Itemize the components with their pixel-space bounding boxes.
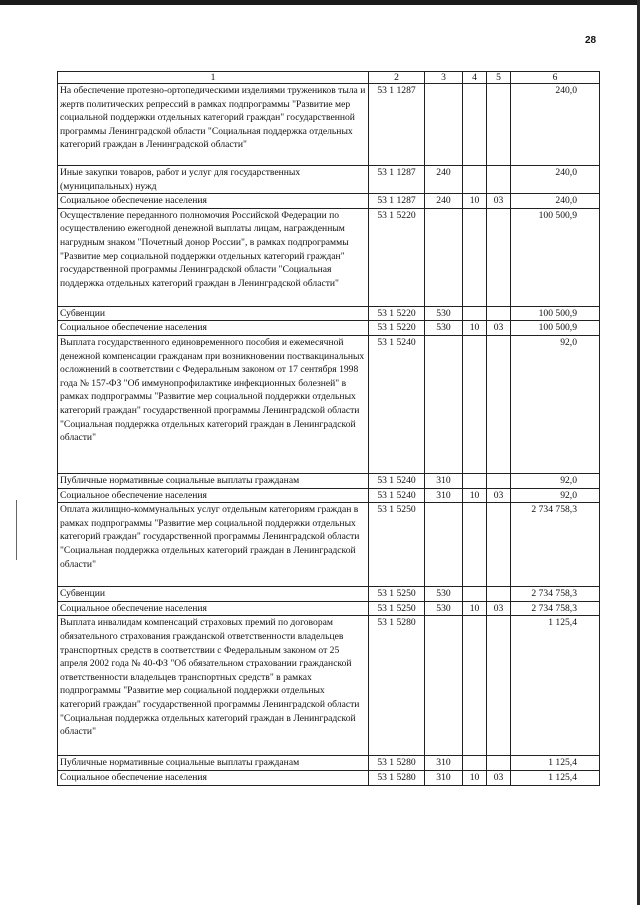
target-article-cell: 53 1 5280 [369,756,425,771]
section-cell: 10 [463,488,487,503]
table-row [58,587,600,602]
subsection-cell [487,84,511,166]
table-row [58,616,600,756]
expense-type-cell: 240 [425,194,463,209]
expense-type-cell: 530 [425,321,463,336]
section-cell [463,84,487,166]
expense-type-cell: 310 [425,756,463,771]
expense-type-cell: 310 [425,473,463,488]
target-article-cell: 53 1 5220 [369,321,425,336]
row-name-cell: Выплата государственного единовременного пособия и ежемесячной денежной компенсации гражданам при возникновении поствакцинальных осложнений в соответствии с Федеральным законом от 17 сентября 1998 года № 157-ФЗ "Об иммунопрофилактике инфекционных болезней" в рамках подпрограммы "Развитие мер социальной поддержки отдельных категорий граждан" государственной программы Ленинградской области "Социальная поддержка отдельных категорий граждан в Ленинградской области" [58,335,369,473]
subsection-cell: 03 [487,321,511,336]
subsection-cell: 03 [487,194,511,209]
section-cell [463,473,487,488]
table-row [58,601,600,616]
table-row [58,208,600,306]
section-cell: 10 [463,601,487,616]
target-article-cell: 53 1 1287 [369,194,425,209]
expense-type-cell: 530 [425,306,463,321]
target-article-cell: 53 1 5250 [369,503,425,587]
target-article-cell: 53 1 5250 [369,587,425,602]
section-cell [463,208,487,306]
subsection-cell [487,473,511,488]
row-name-cell: Оплата жилищно-коммунальных услуг отдельным категориям граждан в рамках подпрограммы "Развитие мер социальной поддержки отдельных категорий граждан" государственной программы Ленинградской области "Социальная поддержка отдельных категорий граждан в Ленинградской области" [58,503,369,587]
amount-cell: 2 734 758,3 [511,503,600,587]
table-row [58,321,600,336]
subsection-cell [487,587,511,602]
scan-edge-top [0,0,640,5]
expense-type-cell [425,335,463,473]
row-name-cell: Субвенции [58,306,369,321]
target-article-cell: 53 1 5240 [369,473,425,488]
row-name-cell: Социальное обеспечение населения [58,601,369,616]
header-cell: 2 [369,72,425,84]
amount-cell: 100 500,9 [511,306,600,321]
section-cell: 10 [463,770,487,785]
expense-type-cell: 240 [425,166,463,194]
page-number: 28 [585,35,597,46]
amount-cell: 240,0 [511,194,600,209]
expense-type-cell [425,503,463,587]
section-cell [463,616,487,756]
subsection-cell [487,306,511,321]
subsection-cell: 03 [487,770,511,785]
row-name-cell: Публичные нормативные социальные выплаты гражданам [58,473,369,488]
subsection-cell [487,503,511,587]
target-article-cell: 53 1 5220 [369,208,425,306]
section-cell [463,587,487,602]
target-article-cell: 53 1 1287 [369,166,425,194]
table-row [58,756,600,771]
target-article-cell: 53 1 5280 [369,770,425,785]
row-name-cell: На обеспечение протезно-ортопедическими изделиями тружеников тыла и жертв политических репрессий в рамках подпрограммы "Развитие мер социальной поддержки отдельных категорий граждан" государственной программы Ленинградской области "Социальная поддержка отдельных категорий граждан в Ленинградской области" [58,84,369,166]
subsection-cell [487,756,511,771]
amount-cell: 92,0 [511,488,600,503]
scan-artifact [16,500,17,560]
section-cell [463,756,487,771]
expense-type-cell [425,208,463,306]
amount-cell: 100 500,9 [511,208,600,306]
section-cell [463,503,487,587]
target-article-cell: 53 1 5220 [369,306,425,321]
row-name-cell: Публичные нормативные социальные выплаты гражданам [58,756,369,771]
expense-type-cell: 530 [425,587,463,602]
amount-cell: 1 125,4 [511,770,600,785]
subsection-cell [487,616,511,756]
target-article-cell: 53 1 5280 [369,616,425,756]
table-row [58,306,600,321]
row-name-cell: Субвенции [58,587,369,602]
section-cell: 10 [463,321,487,336]
target-article-cell: 53 1 1287 [369,84,425,166]
expense-type-cell [425,616,463,756]
header-cell: 1 [58,72,369,84]
amount-cell: 2 734 758,3 [511,601,600,616]
amount-cell: 92,0 [511,335,600,473]
subsection-cell: 03 [487,601,511,616]
section-cell: 10 [463,194,487,209]
header-cell: 3 [425,72,463,84]
row-name-cell: Социальное обеспечение населения [58,194,369,209]
table-row [58,166,600,194]
expense-type-cell: 310 [425,770,463,785]
row-name-cell: Социальное обеспечение населения [58,770,369,785]
amount-cell: 92,0 [511,473,600,488]
amount-cell: 1 125,4 [511,756,600,771]
header-cell: 5 [487,72,511,84]
header-cell: 4 [463,72,487,84]
expense-type-cell: 530 [425,601,463,616]
subsection-cell [487,208,511,306]
section-cell [463,335,487,473]
table-row [58,84,600,166]
amount-cell: 240,0 [511,84,600,166]
row-name-cell: Иные закупки товаров, работ и услуг для государственных (муниципальных) нужд [58,166,369,194]
section-cell [463,166,487,194]
table-header-row [58,72,600,84]
subsection-cell [487,335,511,473]
subsection-cell [487,166,511,194]
table-row [58,473,600,488]
amount-cell: 1 125,4 [511,616,600,756]
table-row [58,335,600,473]
target-article-cell: 53 1 5240 [369,335,425,473]
amount-cell: 2 734 758,3 [511,587,600,602]
budget-table [57,71,600,786]
target-article-cell: 53 1 5240 [369,488,425,503]
row-name-cell: Выплата инвалидам компенсаций страховых премий по договорам обязательного страхования гражданской ответственности владельцев транспортных средств в соответствии с Федеральным законом от 25 апреля 2002 года № 40-ФЗ "Об обязательном страховании гражданской ответственности владельцев транспортных средств" в рамках подпрограммы "Развитие мер социальной поддержки отдельных категорий граждан" государственной программы Ленинградской области "Социальная поддержка отдельных категорий граждан в Ленинградской области" [58,616,369,756]
row-name-cell: Социальное обеспечение населения [58,321,369,336]
header-cell: 6 [511,72,600,84]
expense-type-cell [425,84,463,166]
amount-cell: 240,0 [511,166,600,194]
row-name-cell: Осуществление переданного полномочия Российской Федерации по осуществлению ежегодной денежной выплаты лицам, награжденным нагрудным знаком "Почетный донор России", в рамках подпрограммы "Развитие мер социальной поддержки отдельных категорий граждан" государственной программы Ленинградской области "Социальная поддержка отдельных категорий граждан в Ленинградской области" [58,208,369,306]
table-row [58,503,600,587]
section-cell [463,306,487,321]
row-name-cell: Социальное обеспечение населения [58,488,369,503]
table-row [58,488,600,503]
amount-cell: 100 500,9 [511,321,600,336]
subsection-cell: 03 [487,488,511,503]
expense-type-cell: 310 [425,488,463,503]
table-row [58,770,600,785]
table-row [58,194,600,209]
target-article-cell: 53 1 5250 [369,601,425,616]
